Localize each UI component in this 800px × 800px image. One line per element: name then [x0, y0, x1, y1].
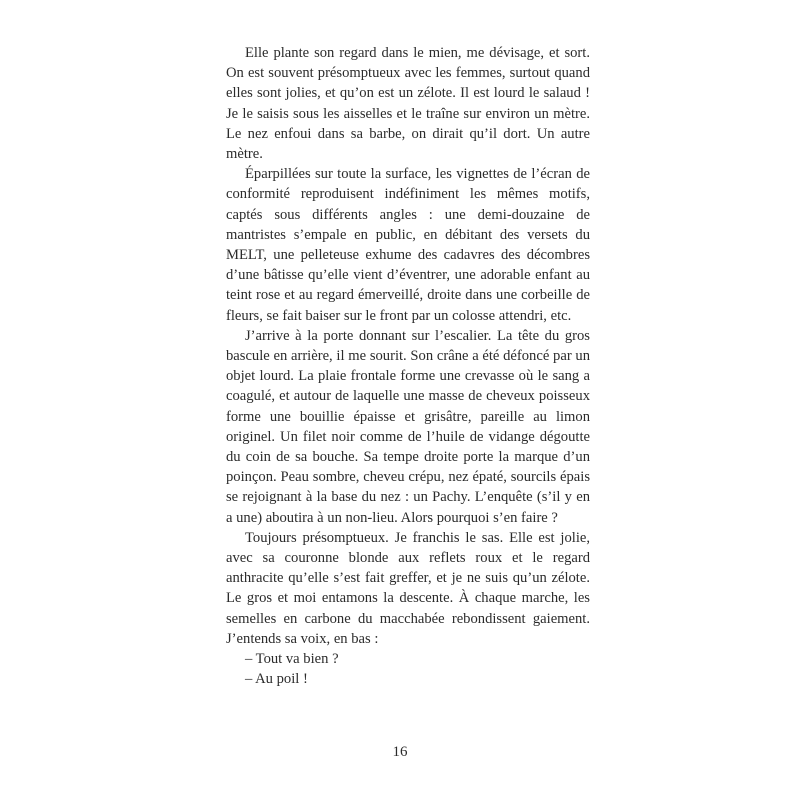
page-number: 16	[392, 744, 408, 760]
paragraph: Elle plante son regard dans le mien, me dévisage, et sort. On est souvent présomptueux avec les femmes, surtout quand elles sont jolies, et qu’on est un zélote. Il est lourd le salaud ! Je le saisis sous les aisselles et le traîne sur environ un mètre. Le nez enfoui dans sa barbe, on dirait qu’il dort. Un autre mètre.	[226, 45, 590, 163]
dialogue-line: – Au poil !	[245, 671, 308, 688]
paragraph: J’arrive à la porte donnant sur l’escalier. La tête du gros bascule en arrière, il me sourit. Son crâne a été défoncé par un objet lourd. La plaie frontale forme une crevasse où le sang a coagulé, et autour de laquelle une masse de cheveux poisseux forme une bouillie épaisse et grisâtre, pareille au limon originel. Un filet noir comme de l’huile de vidange dégoutte du coin de sa bouche. Sa tempe droite porte la marque d’un poinçon. Peau sombre, cheveu crépu, nez épaté, sourcils épais se rejoignant à la base du nez : un Pachy. L’enquête (s’il y en a une) aboutira à un non-lieu. Alors pourquoi s’en faire ?	[226, 327, 590, 526]
paragraph: Toujours présomptueux. Je franchis le sas. Elle est jolie, avec sa couronne blonde aux reflets roux et le regard anthracite qu’elle s’est fait greffer, et je ne suis qu’un zélote. Le gros et moi entamons la descente. À chaque marche, les semelles en carbone du macchabée rebondissent gaiement. J’entends sa voix, en bas :	[226, 529, 590, 647]
paragraph: Éparpillées sur toute la surface, les vignettes de l’écran de conformité reproduisent indéfiniment les mêmes motifs, captés sous différents angles : une demi-douzaine de mantristes s’empale en public, en débitant des versets du MELT, une pelleteuse exhume des cadavres des décombres d’une bâtisse qu’elle vient d’éventrer, une adorable enfant au teint rose et au regard émerveillé, droite dans une corbeille de fleurs, se fait baiser sur le front par un colosse attendri, etc.	[226, 166, 590, 324]
book-page-text	[226, 43, 590, 690]
dialogue-line: – Tout va bien ?	[245, 651, 339, 668]
